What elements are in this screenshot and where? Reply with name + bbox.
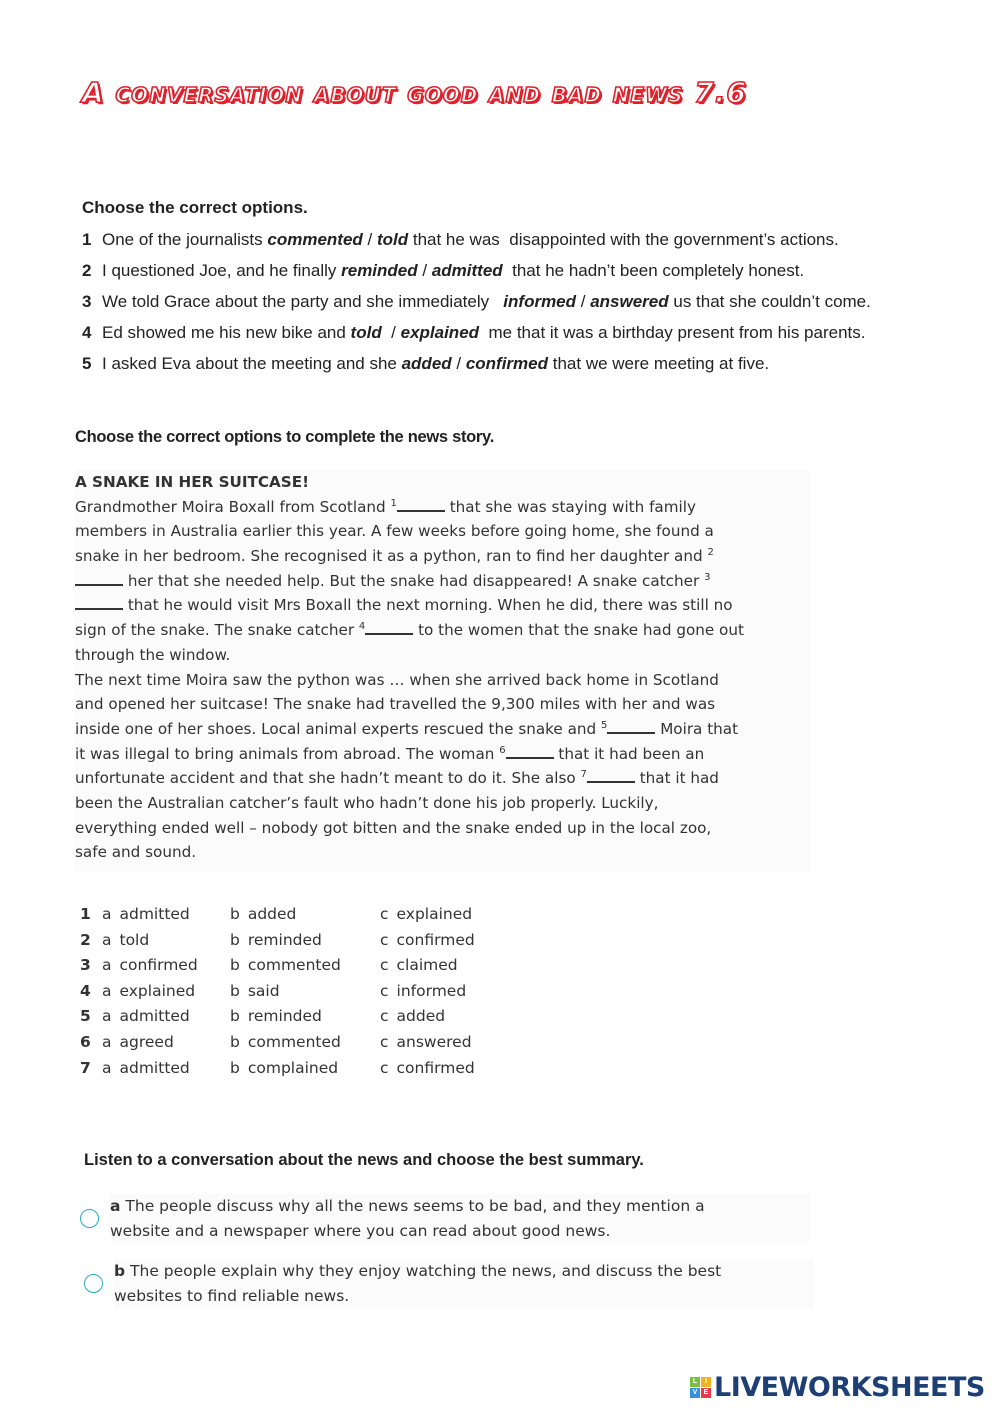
answer-blank[interactable] <box>587 768 635 783</box>
option-word: claimed <box>396 956 458 975</box>
option-c[interactable] <box>380 1004 445 1030</box>
option-number: 7 <box>80 1058 91 1077</box>
option-a[interactable]: reminded <box>341 261 418 280</box>
story-line <box>75 618 810 643</box>
news-story <box>75 470 810 873</box>
story-line <box>75 519 810 544</box>
option-b[interactable]: explained <box>400 323 480 342</box>
answer-a-radio[interactable] <box>80 1209 99 1228</box>
story-text: been the Australian catcher’s fault who hadn’t done his job properly. Luckily, <box>75 793 659 812</box>
item-number: 1 <box>82 230 92 249</box>
story-text: that it had been an <box>553 744 705 763</box>
option-letter: a <box>102 981 112 1000</box>
story-text: The next time Moira saw the python was … when she arrived back home in Scotland <box>75 670 719 689</box>
gap-number: 5 <box>601 719 608 731</box>
option-row <box>80 928 475 954</box>
answer-blank[interactable] <box>607 719 655 734</box>
story-line <box>75 593 810 618</box>
story-text: snake in her bedroom. She recognised it as a python, ran to find her daughter and <box>75 547 708 566</box>
logo-tile: V <box>690 1388 700 1398</box>
option-separator: / <box>381 323 401 342</box>
option-letter: b <box>230 1032 240 1051</box>
option-word: admitted <box>119 1007 190 1026</box>
answer-text: website and a newspaper where you can read about good news. <box>110 1222 611 1240</box>
item-text: One of the journalists <box>102 230 268 249</box>
item-text: I questioned Joe, and he finally <box>102 261 342 280</box>
item-number: 3 <box>82 292 92 311</box>
item-text: that he hadn’t been completely honest. <box>502 261 805 280</box>
story-title: A SNAKE IN HER SUITCASE! <box>75 473 310 491</box>
option-letter: b <box>230 1058 240 1077</box>
answer-b[interactable] <box>114 1259 814 1309</box>
option-b[interactable]: answered <box>590 292 669 311</box>
option-word: commented <box>247 1032 341 1051</box>
option-word: explained <box>119 981 196 1000</box>
option-letter: b <box>230 905 240 923</box>
exercise1-item <box>82 321 871 352</box>
option-b[interactable]: admitted <box>431 261 503 280</box>
worksheet-title: A conversation about good and bad news 7.6 <box>82 76 747 109</box>
story-text: that he would visit Mrs Boxall the next morning. When he did, there was still no <box>123 596 733 615</box>
option-letter: a <box>102 1007 112 1026</box>
option-word: informed <box>396 981 467 1000</box>
gap-number: 1 <box>390 497 397 509</box>
story-text: to the women that the snake had gone out <box>413 621 744 640</box>
answer-text: The people explain why they enjoy watching the news, and discuss the best <box>125 1262 722 1280</box>
option-a[interactable]: commented <box>267 230 363 249</box>
answer-text: websites to find reliable news. <box>114 1287 350 1305</box>
story-text: inside one of her shoes. Local animal experts rescued the snake and <box>75 719 601 738</box>
option-separator: / <box>451 354 466 373</box>
option-c[interactable] <box>380 979 466 1005</box>
logo-tiles-icon <box>690 1377 711 1398</box>
option-word: reminded <box>247 1007 322 1026</box>
option-b[interactable] <box>230 902 380 928</box>
option-row <box>80 1030 475 1056</box>
option-a[interactable] <box>102 1004 230 1030</box>
option-a[interactable] <box>102 953 230 979</box>
option-number: 4 <box>80 981 91 1000</box>
story-line <box>75 766 810 791</box>
option-word: complained <box>247 1058 339 1077</box>
item-text: We told Grace about the party and she immediately <box>102 292 504 311</box>
item-text: us that she couldn’t come. <box>668 292 871 311</box>
item-number: 2 <box>82 261 92 280</box>
option-word: confirmed <box>396 1058 475 1077</box>
answer-blank[interactable] <box>397 497 445 512</box>
option-row <box>80 902 475 928</box>
option-letter: b <box>230 1007 240 1026</box>
option-separator: / <box>417 261 432 280</box>
option-number: 3 <box>80 956 91 975</box>
story-line <box>75 668 810 693</box>
option-a[interactable] <box>102 902 230 928</box>
logo-tile: L <box>690 1377 700 1387</box>
option-c[interactable] <box>380 1056 475 1082</box>
story-text: everything ended well – nobody got bitten and the snake ended up in the local zoo, <box>75 818 712 837</box>
liveworksheets-logo <box>690 1372 985 1403</box>
answer-letter: b <box>114 1262 126 1280</box>
option-number: 1 <box>80 905 91 923</box>
option-word: admitted <box>119 905 190 923</box>
gap-number: 4 <box>358 621 366 633</box>
option-a[interactable]: told <box>350 323 382 342</box>
option-c[interactable] <box>380 953 458 979</box>
logo-tile: I <box>701 1377 711 1387</box>
option-word: confirmed <box>396 930 475 949</box>
story-line <box>75 791 810 816</box>
answer-blank[interactable] <box>506 744 554 759</box>
story-text: sign of the snake. The snake catcher <box>75 621 359 640</box>
answer-blank[interactable] <box>75 571 123 586</box>
option-letter: b <box>230 956 240 975</box>
exercise1-item <box>82 352 871 383</box>
option-number: 2 <box>80 930 91 949</box>
answer-letter: a <box>110 1197 121 1215</box>
story-line <box>75 742 810 767</box>
gap-number: 2 <box>707 547 714 559</box>
story-text: and opened her suitcase! The snake had travelled the 9,300 miles with her and was <box>75 695 716 714</box>
story-line <box>75 840 810 865</box>
story-text: her that she needed help. But the snake had disappeared! A snake catcher <box>123 571 705 590</box>
option-separator: / <box>362 230 377 249</box>
exercise1-item <box>82 290 871 321</box>
story-line <box>75 692 810 717</box>
options-table <box>80 902 475 1081</box>
option-word: agreed <box>119 1032 174 1051</box>
exercise2-heading: Choose the correct options to complete the news story. <box>75 428 494 446</box>
story-text: Grandmother Moira Boxall from Scotland <box>75 497 391 516</box>
option-row <box>80 1004 475 1030</box>
exercise1-heading: Choose the correct options. <box>82 198 308 217</box>
option-word: explained <box>396 905 473 923</box>
option-letter: a <box>102 956 112 975</box>
item-text: that we were meeting at five. <box>548 354 770 373</box>
story-line <box>75 569 810 594</box>
option-letter: c <box>380 1032 389 1051</box>
story-text: that she was staying with family <box>444 497 696 516</box>
option-b[interactable] <box>230 1004 380 1030</box>
option-b[interactable] <box>230 1030 380 1056</box>
option-c[interactable] <box>380 1030 472 1056</box>
option-row <box>80 1056 475 1082</box>
story-text: members in Australia earlier this year. A few weeks before going home, she found a <box>75 522 714 541</box>
item-text: that he was disappointed with the government’s actions. <box>408 230 839 249</box>
option-a[interactable] <box>102 1056 230 1082</box>
gap-number: 6 <box>499 744 506 756</box>
option-letter: c <box>380 956 389 975</box>
option-number: 5 <box>80 1007 91 1026</box>
answer-a[interactable] <box>110 1194 810 1244</box>
option-word: told <box>119 930 150 949</box>
option-a[interactable] <box>102 928 230 954</box>
answer-blank[interactable] <box>365 620 413 635</box>
option-letter: c <box>380 1007 389 1026</box>
answer-text: The people discuss why all the news seems to be bad, and they mention a <box>120 1197 705 1215</box>
story-text: safe and sound. <box>75 843 197 862</box>
option-row <box>80 979 475 1005</box>
option-word: added <box>396 1007 446 1026</box>
option-number: 6 <box>80 1032 91 1051</box>
story-line <box>75 643 810 668</box>
answer-b-radio[interactable] <box>84 1274 103 1293</box>
exercise1-item <box>82 228 871 259</box>
option-a[interactable] <box>102 1030 230 1056</box>
option-b[interactable]: confirmed <box>465 354 549 373</box>
option-a[interactable] <box>102 979 230 1005</box>
option-b[interactable] <box>230 928 380 954</box>
item-number: 5 <box>82 354 92 373</box>
story-text: Moira that <box>655 719 739 738</box>
story-text: unfortunate accident and that she hadn’t meant to do it. She also <box>75 769 581 788</box>
story-text: that it had <box>634 769 719 788</box>
option-b[interactable] <box>230 1056 380 1082</box>
option-letter: a <box>102 1032 112 1051</box>
gap-number: 7 <box>580 769 587 781</box>
option-a[interactable]: informed <box>503 292 577 311</box>
story-text: through the window. <box>75 645 231 664</box>
story-line <box>75 816 810 841</box>
option-b[interactable]: told <box>376 230 409 249</box>
option-word: reminded <box>247 930 322 949</box>
option-word: added <box>247 905 297 923</box>
option-letter: c <box>380 1058 389 1077</box>
option-a[interactable]: added <box>401 354 452 373</box>
story-text: it was illegal to bring animals from abroad. The woman <box>75 744 500 763</box>
option-letter: b <box>230 981 240 1000</box>
option-letter: a <box>102 930 112 949</box>
story-line <box>75 495 810 520</box>
option-letter: b <box>230 930 240 949</box>
item-text: Ed showed me his new bike and <box>102 323 351 342</box>
option-c[interactable] <box>380 928 475 954</box>
option-word: admitted <box>119 1058 190 1077</box>
option-letter: a <box>102 1058 112 1077</box>
option-c[interactable] <box>380 902 472 928</box>
exercise3-heading: Listen to a conversation about the news and choose the best summary. <box>84 1151 644 1169</box>
item-text: me that it was a birthday present from his parents. <box>479 323 866 342</box>
story-line <box>75 544 810 569</box>
option-letter: c <box>380 905 389 923</box>
answer-blank[interactable] <box>75 595 123 610</box>
option-row <box>80 953 475 979</box>
option-letter: a <box>102 905 112 923</box>
option-word: confirmed <box>119 956 198 975</box>
logo-tile: E <box>701 1388 711 1398</box>
exercise1-item <box>82 259 871 290</box>
option-word: answered <box>396 1032 472 1051</box>
option-word: said <box>247 981 280 1000</box>
item-text: I asked Eva about the meeting and she <box>102 354 402 373</box>
gap-number: 3 <box>704 571 711 583</box>
story-line <box>75 717 810 742</box>
option-letter: c <box>380 930 389 949</box>
option-separator: / <box>576 292 591 311</box>
option-letter: c <box>380 981 389 1000</box>
exercise1-list <box>82 228 871 383</box>
option-b[interactable] <box>230 979 380 1005</box>
option-b[interactable] <box>230 953 380 979</box>
option-word: commented <box>247 956 341 975</box>
item-number: 4 <box>82 323 92 342</box>
logo-wordmark: LIVEWORKSHEETS <box>714 1372 985 1403</box>
